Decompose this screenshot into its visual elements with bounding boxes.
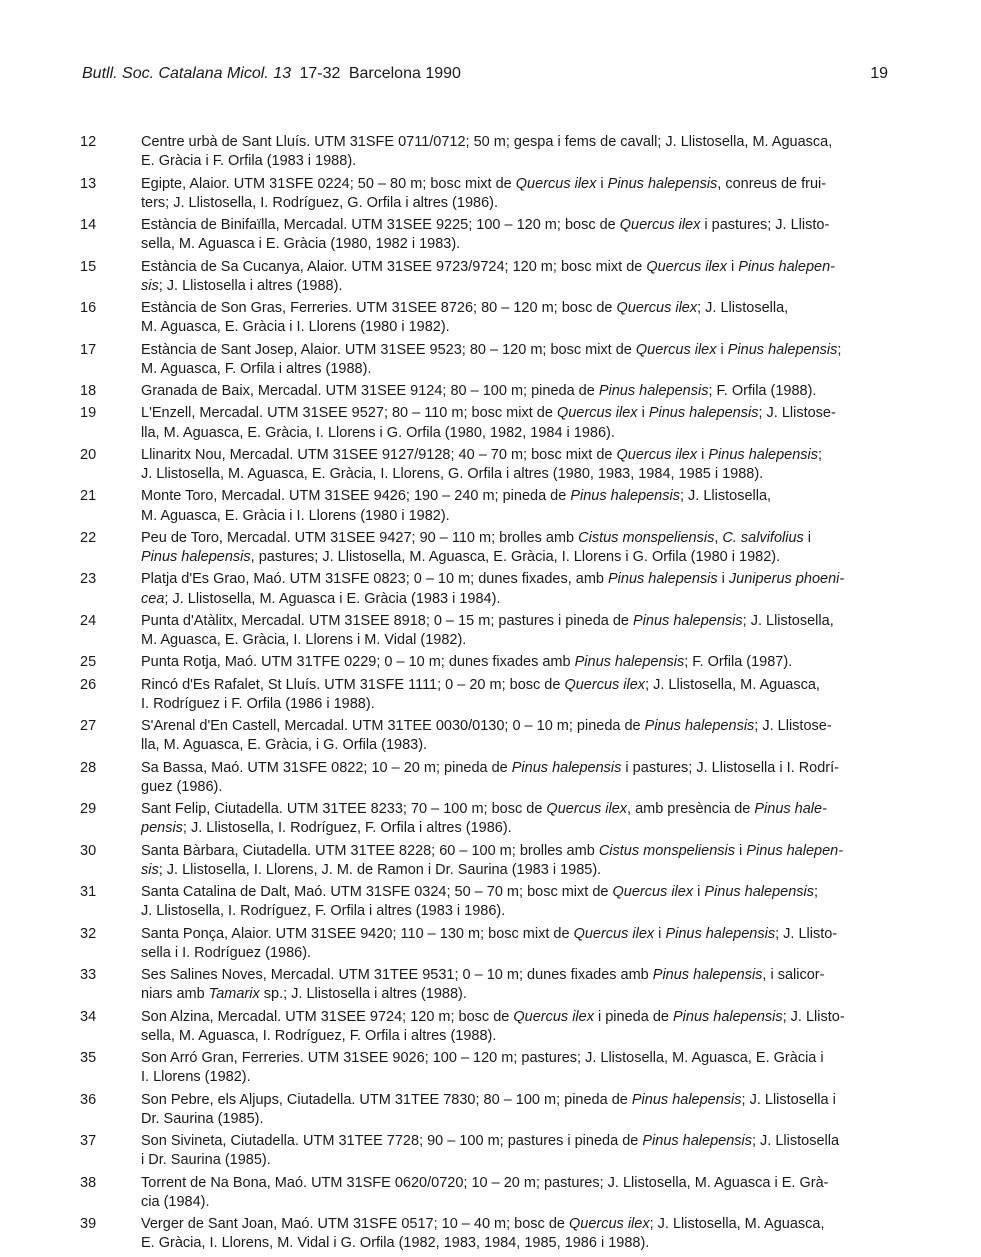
- entry-text-line: Son Sivineta, Ciutadella. UTM 31TEE 7728; 90 – 100 m; pastures i pineda de Pinus halepensis; J. Llistosella: [141, 1133, 840, 1150]
- entry-text-line: Estància de Binifaïlla, Mercadal. UTM 31SEE 9225; 100 – 120 m; bosc de Quercus ilex i pastures; J. Llisto-: [141, 217, 830, 233]
- entry-number: 33: [80, 967, 97, 984]
- entry-text-line: lla, M. Aguasca, E. Gràcia, I. Llorens i G. Orfila (1980, 1982, 1984 i 1986).: [141, 424, 615, 441]
- locality-entry: [80, 570, 896, 608]
- entry-text-line: Sa Bassa, Maó. UTM 31SFE 0822; 10 – 20 m; pineda de Pinus halepensis i pastures; J. Llistosella i I. Rodrí-: [141, 759, 839, 776]
- entry-text-line: I. Rodríguez i F. Orfila (1986 i 1988).: [141, 695, 375, 712]
- entry-text-line: M. Aguasca, E. Gràcia i I. Llorens (1980 i 1982).: [141, 507, 450, 524]
- locality-entry: [80, 1091, 896, 1129]
- locality-entry: [80, 446, 896, 484]
- locality-entry: [80, 487, 896, 525]
- entry-text-line: Punta d'Atàlitx, Mercadal. UTM 31SEE 8918; 0 – 15 m; pastures i pineda de Pinus halepensis; J. Llistosella,: [141, 612, 834, 629]
- entry-text-line: Dr. Saurina (1985).: [141, 1110, 264, 1127]
- entry-text-line: Granada de Baix, Mercadal. UTM 31SEE 9124; 80 – 100 m; pineda de Pinus halepensis; F. Orfila (1988).: [141, 383, 817, 399]
- locality-entry: [80, 341, 896, 379]
- entry-text-line: Verger de Sant Joan, Maó. UTM 31SFE 0517; 10 – 40 m; bosc de Quercus ilex; J. Llistosella, M. Aguasca,: [141, 1216, 825, 1233]
- entry-number: 36: [80, 1091, 97, 1108]
- entry-number: 32: [80, 925, 97, 942]
- journal-title: Butll. Soc. Catalana Micol. 13: [82, 65, 291, 82]
- entry-text-line: lla, M. Aguasca, E. Gràcia, i G. Orfila (1983).: [141, 737, 428, 754]
- entry-number: 18: [80, 383, 97, 399]
- entry-text-line: Santa Ponça, Alaior. UTM 31SEE 9420; 110 – 130 m; bosc mixt de Quercus ilex i Pinus halepensis; J. Llisto-: [141, 925, 838, 942]
- entry-text-line: pensis; J. Llistosella, I. Rodríguez, F. Orfila i altres (1986).: [141, 820, 512, 837]
- entry-number: 38: [80, 1174, 97, 1191]
- entry-text-line: guez (1986).: [141, 778, 223, 795]
- locality-entry: [80, 842, 896, 880]
- entry-text-line: Estància de Sant Josep, Alaior. UTM 31SEE 9523; 80 – 120 m; bosc mixt de Quercus ilex i Pinus halepensis;: [141, 341, 842, 358]
- entry-number: 29: [80, 801, 97, 818]
- entry-text-line: Santa Bàrbara, Ciutadella. UTM 31TEE 8228; 60 – 100 m; brolles amb Cistus monspeliensis i Pinus halepen-: [141, 842, 844, 859]
- entry-text-line: S'Arenal d'En Castell, Mercadal. UTM 31TEE 0030/0130; 0 – 10 m; pineda de Pinus halepensis; J. Llistose-: [141, 718, 832, 735]
- page-number: 19: [870, 65, 888, 82]
- locality-entry: [80, 653, 896, 672]
- entry-text-line: Llinaritx Nou, Mercadal. UTM 31SEE 9127/9128; 40 – 70 m; bosc mixt de Quercus ilex i Pinus halepensis;: [141, 446, 823, 463]
- entry-text-line: E. Gràcia i F. Orfila (1983 i 1988).: [141, 153, 357, 170]
- place-year: Barcelona 1990: [348, 65, 461, 82]
- entry-text-line: E. Gràcia, I. Llorens, M. Vidal i G. Orfila (1982, 1983, 1984, 1985, 1986 i 1988).: [141, 1235, 650, 1252]
- entry-number: 22: [80, 529, 97, 546]
- locality-entry: [80, 717, 896, 755]
- entry-text-line: Estància de Son Gras, Ferreries. UTM 31SEE 8726; 80 – 120 m; bosc de Quercus ilex; J. Llistosella,: [141, 300, 789, 316]
- locality-entry: [80, 612, 896, 650]
- entry-text-line: M. Aguasca, E. Gràcia i I. Llorens (1980 i 1982).: [141, 319, 450, 336]
- entry-text-line: Punta Rotja, Maó. UTM 31TFE 0229; 0 – 10 m; dunes fixades amb Pinus halepensis; F. Orfila (1987).: [141, 654, 793, 671]
- entry-number: 30: [80, 842, 97, 859]
- entry-text-line: Sant Felip, Ciutadella. UTM 31TEE 8233; 70 – 100 m; bosc de Quercus ilex, amb presència de Pinus hale-: [141, 801, 827, 818]
- entry-number: 17: [80, 341, 97, 358]
- locality-entry: [80, 676, 896, 714]
- entry-text-line: Son Pebre, els Aljups, Ciutadella. UTM 31TEE 7830; 80 – 100 m; pineda de Pinus halepensis; J. Llistosella i: [141, 1091, 836, 1108]
- entry-number: 26: [80, 676, 97, 693]
- entry-text-line: L'Enzell, Mercadal. UTM 31SEE 9527; 80 – 110 m; bosc mixt de Quercus ilex i Pinus halepensis; J. Llistose-: [141, 405, 836, 422]
- entry-text-line: cia (1984).: [141, 1193, 210, 1210]
- entry-number: 31: [80, 884, 97, 901]
- locality-entry: [80, 529, 896, 567]
- page-range: 17-32: [299, 65, 341, 82]
- locality-entry: [80, 925, 896, 963]
- locality-entry: [80, 759, 896, 797]
- entry-text-line: Rincó d'Es Rafalet, St Lluís. UTM 31SFE 1111; 0 – 20 m; bosc de Quercus ilex; J. Llistosella, M. Aguasca,: [141, 676, 820, 693]
- entry-text-line: cea; J. Llistosella, M. Aguasca i E. Gràcia (1983 i 1984).: [141, 590, 501, 607]
- entry-text-line: J. Llistosella, M. Aguasca, E. Gràcia, I. Llorens, G. Orfila i altres (1980, 1983, 1984, 1985 i 1988).: [141, 466, 764, 482]
- entry-text-line: sis; J. Llistosella, I. Llorens, J. M. de Ramon i Dr. Saurina (1983 i 1985).: [141, 861, 602, 878]
- entry-number: 21: [80, 488, 97, 505]
- entry-number: 25: [80, 654, 97, 671]
- entry-number: 28: [80, 759, 97, 776]
- locality-entry: [80, 133, 896, 171]
- running-header: [82, 62, 888, 86]
- entry-text-line: M. Aguasca, F. Orfila i altres (1988).: [141, 360, 372, 377]
- entry-text-line: Estància de Sa Cucanya, Alaior. UTM 31SEE 9723/9724; 120 m; bosc mixt de Quercus ilex i Pinus halepen-: [141, 258, 835, 275]
- entry-text-line: Son Arró Gran, Ferreries. UTM 31SEE 9026; 100 – 120 m; pastures; J. Llistosella, M. Aguasca, E. Gràcia i: [141, 1050, 824, 1067]
- entry-text-line: sella, M. Aguasca, I. Rodríguez, F. Orfila i altres (1988).: [141, 1027, 497, 1044]
- locality-entry: [80, 1174, 896, 1212]
- locality-entry: [80, 966, 896, 1004]
- entry-number: 20: [80, 446, 97, 463]
- locality-entry: [80, 258, 896, 296]
- entry-number: 27: [80, 718, 97, 735]
- entry-text-line: Platja d'Es Grao, Maó. UTM 31SFE 0823; 0 – 10 m; dunes fixades, amb Pinus halepensis i Juniperus phoeni-: [141, 571, 845, 588]
- locality-entry: [80, 175, 896, 213]
- locality-entry: [80, 404, 896, 442]
- entry-number: 15: [80, 258, 97, 275]
- locality-entry: [80, 1008, 896, 1046]
- entry-text-line: i Dr. Saurina (1985).: [141, 1152, 271, 1169]
- entry-text-line: sis; J. Llistosella i altres (1988).: [141, 277, 343, 294]
- locality-entry: [80, 1049, 896, 1087]
- entry-text-line: M. Aguasca, E. Gràcia, I. Llorens i M. Vidal (1982).: [141, 632, 467, 648]
- entry-text-line: Santa Catalina de Dalt, Maó. UTM 31SFE 0324; 50 – 70 m; bosc mixt de Quercus ilex i Pinus halepensis;: [141, 884, 819, 901]
- entry-text-line: I. Llorens (1982).: [141, 1069, 251, 1086]
- entry-number: 34: [80, 1008, 97, 1025]
- entry-text-line: Ses Salines Noves, Mercadal. UTM 31TEE 9531; 0 – 10 m; dunes fixades amb Pinus halepensis, i salicor-: [141, 967, 825, 984]
- entry-number: 24: [80, 612, 97, 629]
- entry-text-line: J. Llistosella, I. Rodríguez, F. Orfila i altres (1983 i 1986).: [141, 903, 506, 920]
- locality-entry: [80, 1132, 896, 1170]
- entry-text-line: Peu de Toro, Mercadal. UTM 31SEE 9427; 90 – 110 m; brolles amb Cistus monspeliensis, C. salvifolius i: [141, 529, 812, 546]
- entry-number: 13: [80, 175, 97, 192]
- locality-entry: [80, 1215, 896, 1253]
- entry-number: 35: [80, 1050, 97, 1067]
- entry-number: 19: [80, 405, 97, 422]
- locality-entry: [80, 800, 896, 838]
- entry-text-line: Monte Toro, Mercadal. UTM 31SEE 9426; 190 – 240 m; pineda de Pinus halepensis; J. Llistosella,: [141, 488, 772, 505]
- entry-number: 14: [80, 217, 97, 233]
- locality-entry: [80, 883, 896, 921]
- entry-text-line: Torrent de Na Bona, Maó. UTM 31SFE 0620/0720; 10 – 20 m; pastures; J. Llistosella, M. Aguasca i E. Grà-: [141, 1174, 829, 1191]
- entry-text-line: Egipte, Alaior. UTM 31SFE 0224; 50 – 80 m; bosc mixt de Quercus ilex i Pinus halepensis, conreus de frui-: [141, 175, 827, 192]
- entry-text-line: sella i I. Rodríguez (1986).: [141, 944, 312, 961]
- entry-number: 37: [80, 1133, 97, 1150]
- locality-entry: [80, 216, 896, 254]
- entry-number: 39: [80, 1216, 97, 1233]
- entry-number: 12: [80, 134, 97, 150]
- entry-text-line: Son Alzina, Mercadal. UTM 31SEE 9724; 120 m; bosc de Quercus ilex i pineda de Pinus halepensis; J. Llisto-: [141, 1008, 845, 1025]
- entry-text-line: Centre urbà de Sant Lluís. UTM 31SFE 0711/0712; 50 m; gespa i fems de cavall; J. Llistosella, M. Aguasca,: [141, 134, 833, 150]
- locality-list: [80, 133, 896, 1257]
- entry-text-line: Pinus halepensis, pastures; J. Llistosella, M. Aguasca, E. Gràcia, I. Llorens i G. Orfila (1980 i 1982).: [141, 549, 781, 565]
- locality-entry: [80, 382, 896, 401]
- entry-number: 16: [80, 300, 97, 316]
- locality-entry: [80, 299, 896, 337]
- entry-number: 23: [80, 571, 97, 588]
- entry-text-line: niars amb Tamarix sp.; J. Llistosella i altres (1988).: [141, 986, 467, 1003]
- entry-text-line: sella, M. Aguasca i E. Gràcia (1980, 1982 i 1983).: [141, 236, 461, 253]
- entry-text-line: ters; J. Llistosella, I. Rodríguez, G. Orfila i altres (1986).: [141, 194, 498, 211]
